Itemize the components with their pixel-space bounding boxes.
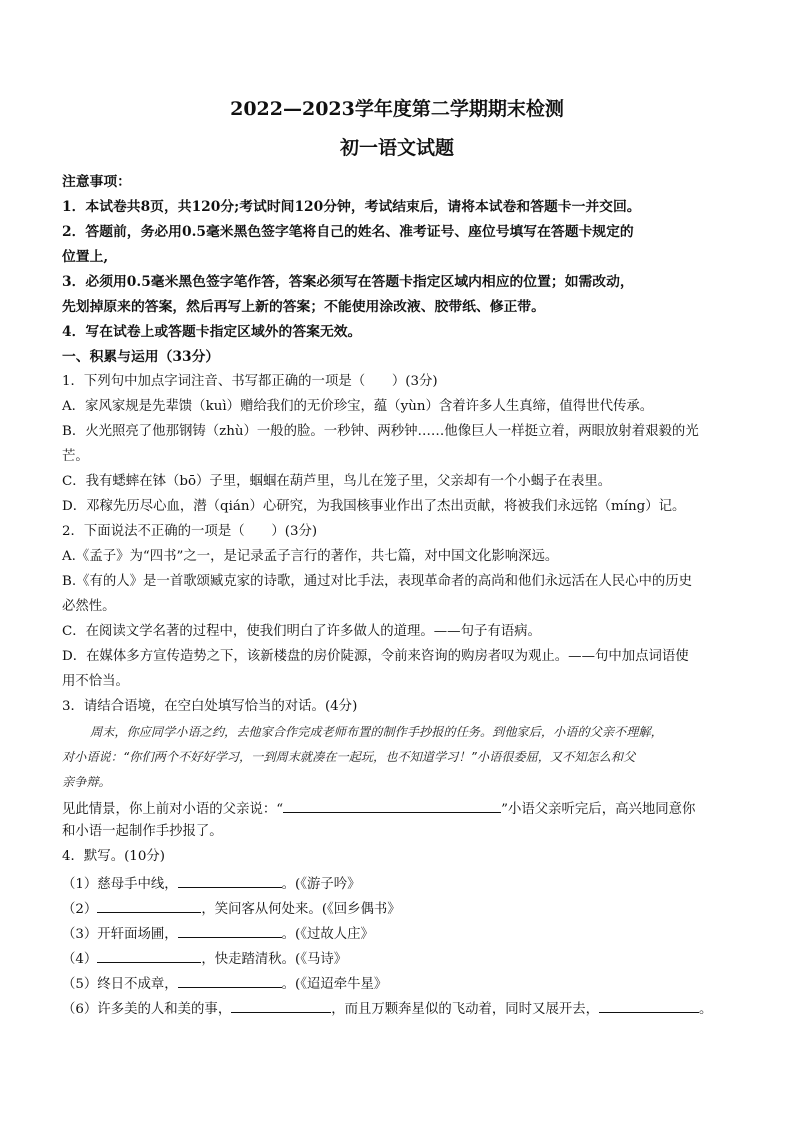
q4-item-4-source: ，快走踏清秋。(《马诗》 xyxy=(201,952,348,967)
question-3-context-line-2: 对小语说：“你们两个不好好学习，一到周末就凑在一起玩，也不知道学习！”小语很委屈，又不知怎么和父 xyxy=(62,750,636,764)
question-1-option-b-line-2: 芒。 xyxy=(62,449,89,464)
question-3-context-line-3: 亲争辩。 xyxy=(62,775,111,789)
question-2-option-b-line-1: B.《有的人》是一首歌颂臧克家的诗歌，通过对比手法，表现革命者的高尚和他们永远活在人民心中的历史 xyxy=(62,574,693,589)
question-1-option-d: D．邓稼先历尽心血，潜（qián）心研究，为我国核事业作出了杰出贡献，将被我们永远铭（míng）记。 xyxy=(62,499,686,514)
q4-item-3-prefix: （3）开轩面场圃， xyxy=(62,927,178,942)
q4-item-2-source: ，笑问客从何处来。(《回乡偶书》 xyxy=(201,902,401,917)
question-4-item-3 xyxy=(62,923,742,944)
q4-item-6-prefix: （6）许多美的人和美的事， xyxy=(62,1002,232,1017)
question-2-stem: 2．下面说法不正确的一项是（ ）(3分) xyxy=(62,524,318,539)
q4-item-6-blank-1[interactable] xyxy=(231,998,331,1013)
exam-subtitle: 初一语文试题 xyxy=(339,137,454,159)
question-2-option-a: A.《孟子》为“四书”之一，是记录孟子言行的著作，共七篇，对中国文化影响深远。 xyxy=(62,549,559,564)
question-2-option-d-line-1: D．在媒体多方宣传造势之下，该新楼盘的房价陡源，令前来咨询的购房者叹为观止。——句中加点词语使 xyxy=(62,649,689,664)
q4-item-3-source: 。(《过故人庄》 xyxy=(281,927,374,942)
q4-item-2-prefix: （2） xyxy=(62,902,98,917)
question-3-answer-line-1 xyxy=(62,798,742,819)
question-3-answer-prefix: 见此情景，你上前对小语的父亲说：“ xyxy=(62,802,284,817)
q4-item-6-blank-2[interactable] xyxy=(599,998,699,1013)
question-1-stem: 1．下列句中加点字词注音、书写都正确的一项是（ ）(3分) xyxy=(62,374,438,389)
question-4-item-4 xyxy=(62,948,742,969)
q4-item-6-end: 。 xyxy=(699,1002,713,1017)
exam-title: 2022—2023学年度第二学期期末检测 xyxy=(230,98,564,120)
q4-item-5-blank[interactable] xyxy=(178,973,282,988)
question-4-item-2 xyxy=(62,898,742,919)
q4-item-1-source: 。(《游子吟》 xyxy=(281,877,361,892)
q4-item-3-blank[interactable] xyxy=(178,923,282,938)
question-1-option-c: C．我有蟋蟀在钵（bō）子里，蝈蝈在葫芦里，鸟儿在笼子里，父亲却有一个小蝎子在表里。 xyxy=(62,474,612,489)
notice-item-4: 4．写在试卷上或答题卡指定区域外的答案无效。 xyxy=(62,324,362,340)
q4-item-1-blank[interactable] xyxy=(178,873,282,888)
question-3-stem: 3．请结合语境，在空白处填写恰当的对话。(4分) xyxy=(62,699,358,714)
notice-item-3-line-2: 先划掉原来的答案，然后再写上新的答案；不能使用涂改液、胶带纸、修正带。 xyxy=(62,299,545,315)
notice-item-2-line-2: 位置上, xyxy=(62,249,109,265)
question-2-option-c: C．在阅读文学名著的过程中，使我们明白了许多做人的道理。——句子有语病。 xyxy=(62,624,541,639)
question-1-option-a: A．家风家规是先辈馈（kuì）赠给我们的无价珍宝，蕴（yùn）含着许多人生真缔，值得世代传承。 xyxy=(62,399,654,414)
question-2-option-b-line-2: 必然性。 xyxy=(62,599,116,614)
section-1-heading: 一、积累与运用（33分） xyxy=(62,349,220,365)
question-4-item-1 xyxy=(62,873,742,894)
question-4-item-6 xyxy=(62,998,742,1019)
notice-heading: 注意事项： xyxy=(62,174,131,190)
q4-item-5-prefix: （5）终日不成章， xyxy=(62,977,178,992)
question-3-context-line-1: 周末，你应同学小语之约，去他家合作完成老师布置的制作手抄报的任务。到他家后，小语的父亲不理解， xyxy=(90,725,663,739)
q4-item-4-blank[interactable] xyxy=(97,948,201,963)
q4-item-2-blank[interactable] xyxy=(97,898,201,913)
question-3-answer-blank[interactable] xyxy=(283,798,501,813)
question-1-option-b-line-1: B．火光照亮了他那钢铸（zhù）一般的脸。一秒钟、两秒钟……他像巨人一样挺立着，两眼放射着艰毅的光 xyxy=(62,424,699,439)
question-3-answer-suffix: ”小语父亲听完后，高兴地同意你 xyxy=(501,802,696,817)
question-2-option-d-line-2: 用不恰当。 xyxy=(62,674,129,689)
notice-item-2-line-1: 2．答题前，务必用0.5毫米黑色签字笔将自己的姓名、准考证号、座位号填写在答题卡规定的 xyxy=(62,224,634,240)
question-3-answer-line-2: 和小语一起制作手抄报了。 xyxy=(62,824,223,839)
question-4-stem: 4．默写。(10分) xyxy=(62,849,165,864)
q4-item-1-prefix: （1）慈母手中线， xyxy=(62,877,178,892)
question-4-item-5 xyxy=(62,973,742,994)
notice-item-1: 1．本试卷共8页，共120分;考试时间120分钟，考试结束后，请将本试卷和答题卡一并交回。 xyxy=(62,199,641,215)
q4-item-4-prefix: （4） xyxy=(62,952,98,967)
q4-item-5-source: 。(《迢迢牵牛星》 xyxy=(281,977,388,992)
q4-item-6-middle: ，而且万颗奔星似的飞动着，同时又展开去， xyxy=(331,1002,600,1017)
notice-item-3-line-1: 3．必须用0.5毫米黑色签字笔作答，答案必须写在答题卡指定区域内相应的位置；如需改动， xyxy=(62,274,634,290)
